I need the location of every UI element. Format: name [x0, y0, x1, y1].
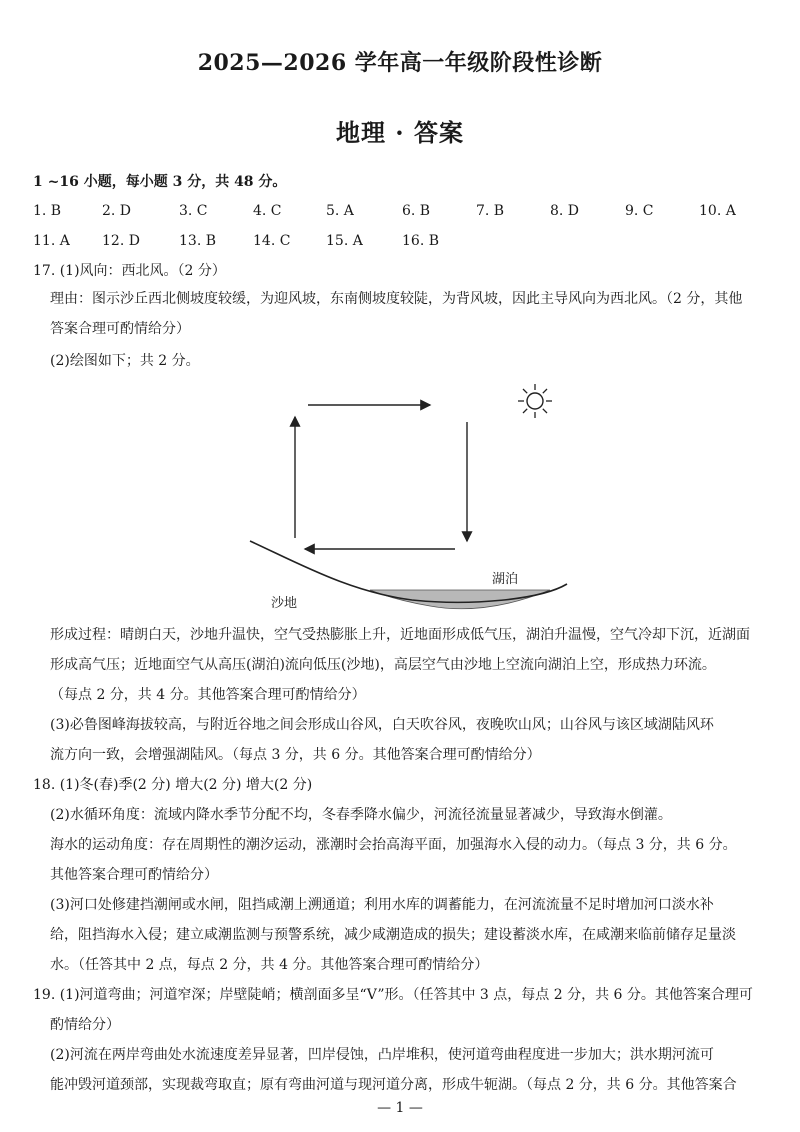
q19-part1-line1: 19. (1)河道弯曲；河道窄深；岸壁陡峭；横剖面多呈“V”形。（任答其中 3 点，每点 2 分，共 6 分。其他答案合理可 — [33, 987, 753, 1003]
sun-icon — [518, 384, 552, 418]
q18-part1: 18. (1)冬(春)季(2 分) 增大(2 分) 增大(2 分) — [33, 777, 313, 793]
sand-label: 沙地 — [271, 596, 298, 611]
lake-label: 湖泊 — [492, 572, 519, 587]
q17-part2: (2)绘图如下；共 2 分。 — [50, 353, 200, 369]
answer-2: 2. D — [102, 203, 132, 219]
q18-part3-line1: (3)河口处修建挡潮闸或水闸，阻挡咸潮上溯通道；利用水库的调蓄能力，在河流流量不足时增加河口淡水补 — [50, 897, 714, 913]
q18-part2-line2: 海水的运动角度：存在周期性的潮汐运动，涨潮时会抬高海平面，加强海水入侵的动力。（每点 3 分，共 6 分。 — [50, 837, 737, 853]
lake-water — [370, 590, 550, 609]
q19-part1-line2: 酌情给分） — [50, 1017, 120, 1033]
thermal-circulation-figure — [240, 378, 580, 614]
q17-reason-line2: 答案合理可酌情给分） — [50, 321, 190, 337]
answer-16: 16. B — [402, 233, 440, 249]
answer-14: 14. C — [253, 233, 291, 249]
answer-9: 9. C — [625, 203, 654, 219]
answer-4: 4. C — [253, 203, 282, 219]
answer-15: 15. A — [326, 233, 363, 249]
q19-part2-line1: (2)河流在两岸弯曲处水流速度差异显著，凹岸侵蚀，凸岸堆积，使河道弯曲程度进一步加大；洪水期河流可 — [50, 1047, 714, 1063]
answer-5: 5. A — [326, 203, 354, 219]
q18-part2-line3: 其他答案合理可酌情给分） — [50, 867, 218, 883]
q17-part3-line2: 流方向一致，会增强湖陆风。（每点 3 分，共 6 分。其他答案合理可酌情给分） — [50, 747, 541, 763]
q17-part1: 17. (1)风向：西北风。（2 分） — [33, 263, 226, 279]
q17-process-line2: 形成高气压；近地面空气从高压(湖泊)流向低压(沙地)，高层空气由沙地上空流向湖泊上空，形成热力环流。 — [50, 657, 716, 673]
answer-1: 1. B — [33, 203, 62, 219]
page-number: — 1 — — [377, 1100, 423, 1116]
q17-process-line3: （每点 2 分，共 4 分。其他答案合理可酌情给分） — [50, 687, 366, 703]
answer-8: 8. D — [550, 203, 580, 219]
answer-13: 13. B — [179, 233, 217, 249]
answer-6: 6. B — [402, 203, 431, 219]
answer-3: 3. C — [179, 203, 208, 219]
q17-part3-line1: (3)必鲁图峰海拔较高，与附近谷地之间会形成山谷风，白天吹谷风，夜晚吹山风；山谷风与该区域湖陆风环 — [50, 717, 714, 733]
q17-reason-line1: 理由：图示沙丘西北侧坡度较缓，为迎风坡，东南侧坡度较陡，为背风坡，因此主导风向为西北风。（2 分，其他 — [50, 291, 743, 307]
exam-title: 2025—2026 学年高一年级阶段性诊断 — [197, 50, 603, 76]
answer-10: 10. A — [699, 203, 736, 219]
q18-part3-line3: 水。（任答其中 2 点，每点 2 分，共 4 分。其他答案合理可酌情给分） — [50, 957, 489, 973]
q18-part3-line2: 给，阻挡海水入侵；建立咸潮监测与预警系统，减少咸潮造成的损失；建设蓄淡水库，在咸潮来临前储存足量淡 — [50, 927, 736, 943]
answer-12: 12. D — [102, 233, 140, 249]
q17-process-line1: 形成过程：晴朗白天，沙地升温快，空气受热膨胀上升，近地面形成低气压，湖泊升温慢，空气冷却下沉，近湖面 — [50, 627, 750, 643]
answer-11: 11. A — [33, 233, 70, 249]
q19-part2-line2: 能冲毁河道颈部，实现裁弯取直；原有弯曲河道与现河道分离，形成牛轭湖。（每点 2 分，共 6 分。其他答案合 — [50, 1077, 737, 1093]
answer-7: 7. B — [476, 203, 505, 219]
answer-subtitle: 地理 · 答案 — [335, 118, 465, 147]
section-heading: 1 ~16 小题，每小题 3 分，共 48 分。 — [33, 174, 287, 190]
q18-part2-line1: (2)水循环角度：流域内降水季节分配不均，冬春季降水偏少，河流径流量显著减少，导致海水倒灌。 — [50, 807, 672, 823]
circulation-diagram — [240, 378, 580, 614]
